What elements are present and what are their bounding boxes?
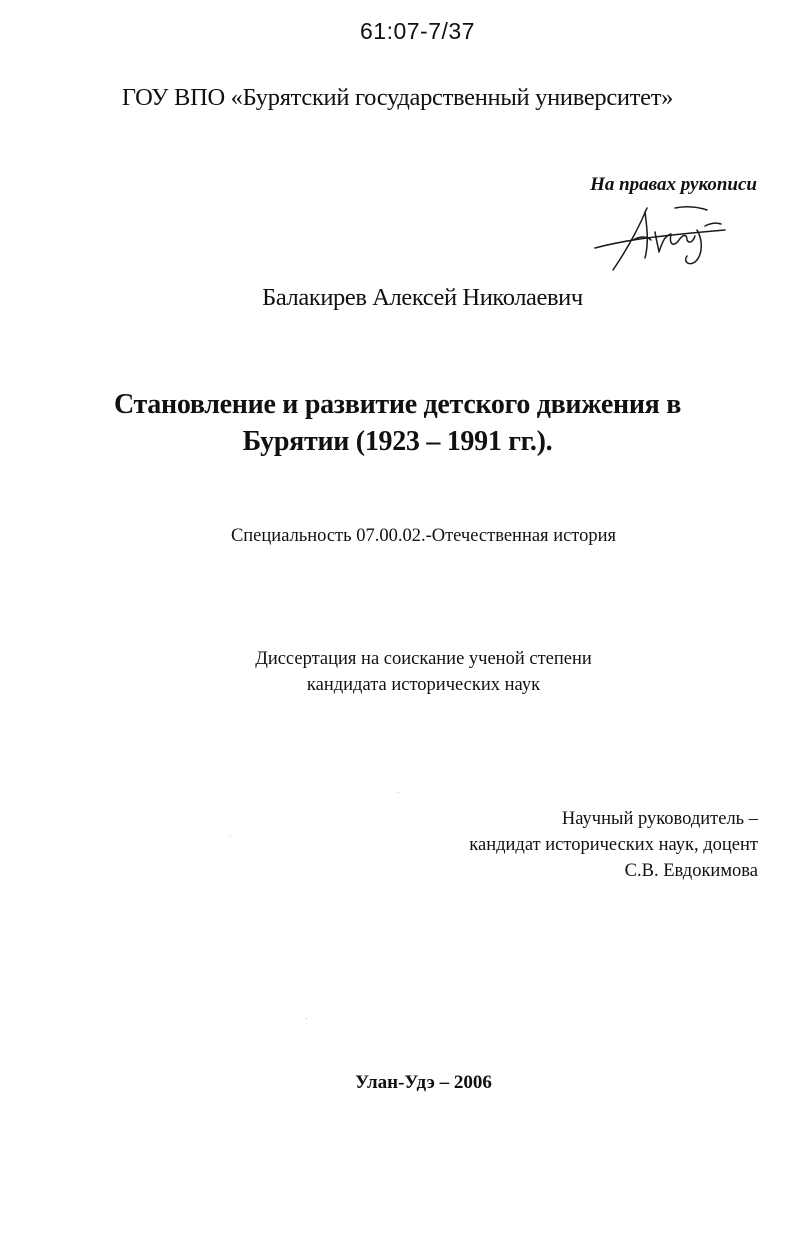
degree-line-2: кандидата исторических наук [306,675,541,695]
title-line-2: Бурятии (1923 – 1991 гг.). [242,426,553,457]
dissertation-title [0,386,795,460]
city-year: Улан-Удэ – 2006 [355,1072,492,1093]
rights-note: На правах рукописи [590,174,757,195]
scan-speck [398,792,399,793]
university-name: ГОУ ВПО «Бурятский государственный университет» [121,84,674,111]
author-name: Балакирев Алексей Николаевич [262,284,583,311]
degree-statement [26,646,795,698]
supervisor-block [469,806,758,884]
scan-speck [230,835,231,836]
specialty: Специальность 07.00.02.-Отечественная история [230,526,617,546]
signature-icon [585,200,735,275]
supervisor-line-2: кандидат исторических наук, доцент [469,835,758,855]
supervisor-line-3: С.В. Евдокимова [624,861,758,881]
catalog-number: 61:07-7/37 [360,18,475,44]
supervisor-line-1: Научный руководитель – [561,809,758,829]
scan-speck [306,1018,307,1019]
degree-line-1: Диссертация на соискание ученой степени [255,649,592,669]
title-line-1: Становление и развитие детского движения в [113,389,682,420]
